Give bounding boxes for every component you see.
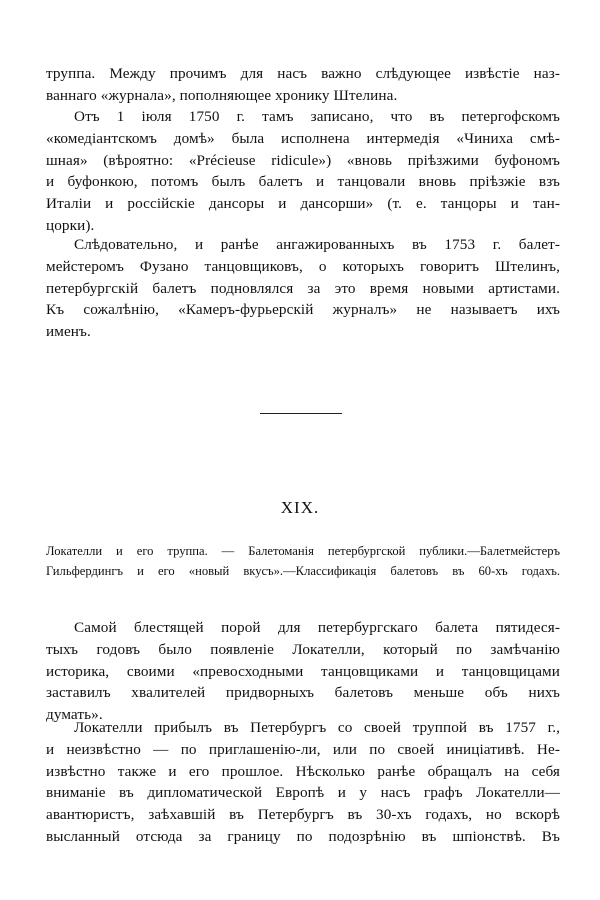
text-line: извѣстно также и его прошлое. Нѣсколько ранѣе обращалъ на себя [46,762,560,780]
text-line: Слѣдовательно, и ранѣе ангажированныхъ въ 1753 г. балет- [74,236,560,253]
text-line: тыхъ годовъ было появленіе Локателли, который по замѣчанію [46,640,560,658]
text-line: Самой блестящей порой для петербургскаго балета пятидеся- [74,619,560,636]
text-line: мейстеромъ Фузано танцовщиковъ, о которыхъ говоритъ Штелинъ, [46,257,560,275]
text-line: авантюристъ, заѣхавшій въ Петербургъ въ 30-хъ годахъ, но вскорѣ [46,806,560,824]
paragraph-journal-entry [46,106,560,237]
text-line: петербургскій балетъ подновлялся за это время новыми артистами. [46,279,560,297]
text-line: и буфонкою, потомъ былъ балетъ и танцовали вновь пріѣзжіе взъ [46,173,560,191]
text-line: «комедіантскомъ домѣ» была исполнена интермедія «Чиниха смѣ- [46,129,560,147]
text-line: ваннаго «журнала», пополняющее хронику Штелина. [46,86,398,104]
text-line: историка, своими «превосходными танцовщиками и танцовщицами [46,662,560,680]
paragraph-conclusion [46,234,560,343]
chapter-subtitle [46,542,560,581]
text-line: думать». [46,706,103,724]
subtitle-line: Гильфердингъ и его «новый вкусъ».—Классификація балетовъ въ 60-хъ годахъ. [46,563,560,578]
chapter-number: XIX. [280,498,320,517]
text-line: вниманіе въ дипломатической Европѣ и у насъ графъ Локателли— [46,784,560,802]
text-line: Локателли прибылъ въ Петербургъ со своей труппой въ 1757 г., [74,719,560,736]
paragraph-locatelli-arrival [46,717,560,848]
text-line: шная» (вѣроятно: «Précieuse ridicule») «вновь пріѣзжими буфономъ [46,151,560,169]
paragraph-locatelli-intro [46,617,560,726]
text-line: Отъ 1 іюля 1750 г. тамъ записано, что въ петергофскомъ [74,108,560,125]
text-line: и неизвѣстно — по приглашенію-ли, или по своей иниціативѣ. Не- [46,740,560,758]
subtitle-line: Локателли и его труппа. — Балетоманія петербургской публики.—Балетмейстеръ [46,544,560,558]
text-line: заставилъ хвалителей придворныхъ балетовъ меньше объ нихъ [46,684,560,702]
text-line: труппа. Между прочимъ для насъ важно слѣдующее извѣстіе наз- [46,65,560,82]
paragraph-continuation [46,63,560,107]
text-line: цорки). [46,216,95,234]
text-line: высланный отсюда за границу по подозрѣнію въ шпіонствѣ. Въ [46,827,560,845]
text-line: Къ сожалѣнію, «Камеръ-фурьерскій журналъ» не называетъ ихъ [46,301,560,319]
section-divider [260,413,342,414]
text-line: Италіи и россійскіе дансоры и дансорши» (т. е. танцоры и тан- [46,195,560,213]
text-line: именъ. [46,323,91,341]
